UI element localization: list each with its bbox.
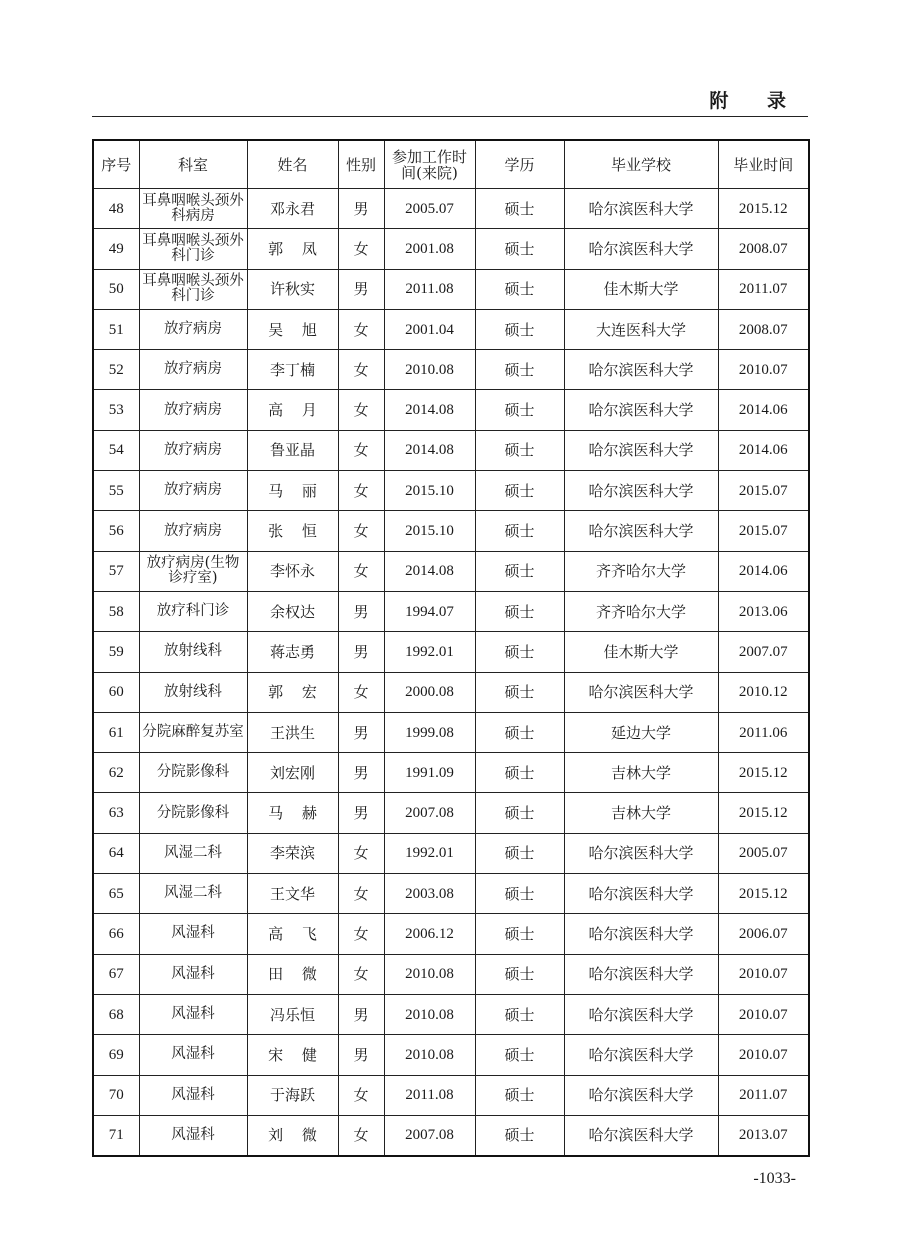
cell-person-name: 于海跃 xyxy=(247,1075,338,1115)
table-row xyxy=(93,390,809,430)
cell-sex: 男 xyxy=(338,632,384,672)
cell-education: 硕士 xyxy=(475,350,564,390)
cell-person-name: 高 飞 xyxy=(247,914,338,954)
cell-education: 硕士 xyxy=(475,632,564,672)
col-header-sex: 性别 xyxy=(338,140,384,189)
cell-department: 风湿二科 xyxy=(139,874,247,914)
cell-row-number: 55 xyxy=(93,471,139,511)
cell-work-start-date: 2015.10 xyxy=(384,511,475,551)
cell-graduation-date: 2005.07 xyxy=(718,833,809,873)
cell-school: 哈尔滨医科大学 xyxy=(564,914,718,954)
cell-person-name: 马 丽 xyxy=(247,471,338,511)
cell-school: 延边大学 xyxy=(564,712,718,752)
cell-education: 硕士 xyxy=(475,309,564,349)
cell-sex: 女 xyxy=(338,551,384,591)
cell-graduation-date: 2010.07 xyxy=(718,350,809,390)
table-row xyxy=(93,712,809,752)
table-row xyxy=(93,1115,809,1156)
cell-sex: 男 xyxy=(338,793,384,833)
cell-department: 放疗病房 xyxy=(139,390,247,430)
cell-sex: 女 xyxy=(338,430,384,470)
cell-school: 哈尔滨医科大学 xyxy=(564,1035,718,1075)
cell-row-number: 62 xyxy=(93,753,139,793)
cell-person-name: 宋 健 xyxy=(247,1035,338,1075)
table-row xyxy=(93,1075,809,1115)
cell-sex: 男 xyxy=(338,189,384,229)
cell-education: 硕士 xyxy=(475,753,564,793)
cell-education: 硕士 xyxy=(475,994,564,1034)
cell-work-start-date: 1994.07 xyxy=(384,591,475,631)
cell-department: 耳鼻咽喉头颈外科门诊 xyxy=(139,269,247,309)
cell-sex: 女 xyxy=(338,833,384,873)
cell-work-start-date: 2001.04 xyxy=(384,309,475,349)
cell-department: 放疗科门诊 xyxy=(139,591,247,631)
cell-education: 硕士 xyxy=(475,833,564,873)
cell-education: 硕士 xyxy=(475,511,564,551)
col-header-grad-date: 毕业时间 xyxy=(718,140,809,189)
table-row xyxy=(93,591,809,631)
cell-row-number: 65 xyxy=(93,874,139,914)
cell-graduation-date: 2014.06 xyxy=(718,430,809,470)
cell-graduation-date: 2006.07 xyxy=(718,914,809,954)
table-row xyxy=(93,189,809,229)
table-row xyxy=(93,551,809,591)
cell-education: 硕士 xyxy=(475,914,564,954)
cell-row-number: 54 xyxy=(93,430,139,470)
cell-education: 硕士 xyxy=(475,471,564,511)
cell-sex: 女 xyxy=(338,874,384,914)
cell-school: 佳木斯大学 xyxy=(564,632,718,672)
cell-graduation-date: 2013.07 xyxy=(718,1115,809,1156)
cell-department: 风湿科 xyxy=(139,914,247,954)
cell-work-start-date: 2014.08 xyxy=(384,430,475,470)
cell-graduation-date: 2007.07 xyxy=(718,632,809,672)
cell-graduation-date: 2014.06 xyxy=(718,551,809,591)
cell-education: 硕士 xyxy=(475,269,564,309)
cell-education: 硕士 xyxy=(475,1035,564,1075)
cell-person-name: 蒋志勇 xyxy=(247,632,338,672)
cell-school: 哈尔滨医科大学 xyxy=(564,672,718,712)
cell-graduation-date: 2010.07 xyxy=(718,1035,809,1075)
cell-education: 硕士 xyxy=(475,712,564,752)
cell-sex: 男 xyxy=(338,269,384,309)
cell-sex: 女 xyxy=(338,350,384,390)
table-row xyxy=(93,511,809,551)
cell-person-name: 许秋实 xyxy=(247,269,338,309)
cell-school: 吉林大学 xyxy=(564,793,718,833)
table-row xyxy=(93,1035,809,1075)
cell-row-number: 50 xyxy=(93,269,139,309)
cell-graduation-date: 2015.07 xyxy=(718,471,809,511)
cell-row-number: 57 xyxy=(93,551,139,591)
cell-work-start-date: 2014.08 xyxy=(384,551,475,591)
table-row xyxy=(93,309,809,349)
cell-graduation-date: 2010.07 xyxy=(718,994,809,1034)
cell-sex: 女 xyxy=(338,954,384,994)
cell-sex: 女 xyxy=(338,1075,384,1115)
cell-sex: 女 xyxy=(338,672,384,712)
table-row xyxy=(93,229,809,269)
cell-row-number: 53 xyxy=(93,390,139,430)
cell-sex: 男 xyxy=(338,712,384,752)
cell-education: 硕士 xyxy=(475,954,564,994)
table-row xyxy=(93,269,809,309)
cell-graduation-date: 2015.12 xyxy=(718,189,809,229)
col-header-work-date: 参加工作时间(来院) xyxy=(384,140,475,189)
header-rule xyxy=(92,116,808,117)
cell-school: 哈尔滨医科大学 xyxy=(564,430,718,470)
cell-graduation-date: 2008.07 xyxy=(718,309,809,349)
cell-row-number: 49 xyxy=(93,229,139,269)
table-body xyxy=(93,189,809,1157)
cell-person-name: 田 微 xyxy=(247,954,338,994)
cell-department: 风湿二科 xyxy=(139,833,247,873)
cell-department: 耳鼻咽喉头颈外科病房 xyxy=(139,189,247,229)
table-row xyxy=(93,471,809,511)
cell-person-name: 王洪生 xyxy=(247,712,338,752)
cell-department: 耳鼻咽喉头颈外科门诊 xyxy=(139,229,247,269)
cell-work-start-date: 1992.01 xyxy=(384,632,475,672)
cell-work-start-date: 2010.08 xyxy=(384,994,475,1034)
cell-department: 放疗病房 xyxy=(139,350,247,390)
cell-department: 风湿科 xyxy=(139,994,247,1034)
cell-department: 风湿科 xyxy=(139,1075,247,1115)
cell-department: 分院麻醉复苏室 xyxy=(139,712,247,752)
cell-school: 齐齐哈尔大学 xyxy=(564,551,718,591)
table-row xyxy=(93,753,809,793)
cell-education: 硕士 xyxy=(475,229,564,269)
cell-school: 哈尔滨医科大学 xyxy=(564,1075,718,1115)
cell-work-start-date: 2007.08 xyxy=(384,1115,475,1156)
cell-work-start-date: 1991.09 xyxy=(384,753,475,793)
cell-graduation-date: 2015.12 xyxy=(718,753,809,793)
cell-work-start-date: 2005.07 xyxy=(384,189,475,229)
cell-education: 硕士 xyxy=(475,591,564,631)
cell-graduation-date: 2015.12 xyxy=(718,793,809,833)
cell-person-name: 郭 凤 xyxy=(247,229,338,269)
cell-school: 哈尔滨医科大学 xyxy=(564,350,718,390)
col-header-dept: 科室 xyxy=(139,140,247,189)
cell-person-name: 李丁楠 xyxy=(247,350,338,390)
cell-graduation-date: 2010.12 xyxy=(718,672,809,712)
cell-department: 放疗病房 xyxy=(139,430,247,470)
cell-person-name: 刘 微 xyxy=(247,1115,338,1156)
cell-person-name: 王文华 xyxy=(247,874,338,914)
staff-table xyxy=(92,139,810,1157)
cell-sex: 女 xyxy=(338,390,384,430)
cell-department: 风湿科 xyxy=(139,954,247,994)
cell-person-name: 刘宏刚 xyxy=(247,753,338,793)
cell-education: 硕士 xyxy=(475,430,564,470)
cell-sex: 女 xyxy=(338,1115,384,1156)
table-row xyxy=(93,874,809,914)
table-row xyxy=(93,914,809,954)
cell-person-name: 邓永君 xyxy=(247,189,338,229)
cell-department: 放射线科 xyxy=(139,672,247,712)
cell-person-name: 吴 旭 xyxy=(247,309,338,349)
cell-sex: 男 xyxy=(338,753,384,793)
cell-sex: 女 xyxy=(338,471,384,511)
cell-work-start-date: 2011.08 xyxy=(384,1075,475,1115)
cell-school: 齐齐哈尔大学 xyxy=(564,591,718,631)
cell-row-number: 48 xyxy=(93,189,139,229)
cell-school: 吉林大学 xyxy=(564,753,718,793)
cell-school: 哈尔滨医科大学 xyxy=(564,833,718,873)
cell-row-number: 71 xyxy=(93,1115,139,1156)
cell-work-start-date: 2010.08 xyxy=(384,1035,475,1075)
cell-work-start-date: 2010.08 xyxy=(384,954,475,994)
cell-row-number: 61 xyxy=(93,712,139,752)
cell-work-start-date: 2001.08 xyxy=(384,229,475,269)
cell-person-name: 李怀永 xyxy=(247,551,338,591)
cell-row-number: 56 xyxy=(93,511,139,551)
page-number: -1033- xyxy=(753,1170,796,1187)
cell-work-start-date: 1999.08 xyxy=(384,712,475,752)
cell-row-number: 58 xyxy=(93,591,139,631)
cell-graduation-date: 2008.07 xyxy=(718,229,809,269)
cell-sex: 女 xyxy=(338,309,384,349)
cell-person-name: 冯乐恒 xyxy=(247,994,338,1034)
cell-department: 放射线科 xyxy=(139,632,247,672)
cell-department: 放疗病房 xyxy=(139,309,247,349)
cell-work-start-date: 2011.08 xyxy=(384,269,475,309)
cell-work-start-date: 2015.10 xyxy=(384,471,475,511)
cell-row-number: 59 xyxy=(93,632,139,672)
cell-sex: 女 xyxy=(338,229,384,269)
cell-education: 硕士 xyxy=(475,551,564,591)
table-row xyxy=(93,632,809,672)
cell-graduation-date: 2015.12 xyxy=(718,874,809,914)
cell-person-name: 马 赫 xyxy=(247,793,338,833)
cell-education: 硕士 xyxy=(475,874,564,914)
cell-row-number: 70 xyxy=(93,1075,139,1115)
cell-school: 哈尔滨医科大学 xyxy=(564,1115,718,1156)
cell-school: 哈尔滨医科大学 xyxy=(564,189,718,229)
cell-education: 硕士 xyxy=(475,1115,564,1156)
cell-row-number: 64 xyxy=(93,833,139,873)
cell-school: 哈尔滨医科大学 xyxy=(564,994,718,1034)
col-header-no: 序号 xyxy=(93,140,139,189)
col-header-education: 学历 xyxy=(475,140,564,189)
cell-sex: 男 xyxy=(338,1035,384,1075)
table-row xyxy=(93,430,809,470)
table-row xyxy=(93,793,809,833)
cell-school: 哈尔滨医科大学 xyxy=(564,229,718,269)
cell-row-number: 68 xyxy=(93,994,139,1034)
table-row xyxy=(93,672,809,712)
cell-person-name: 鲁亚晶 xyxy=(247,430,338,470)
cell-work-start-date: 1992.01 xyxy=(384,833,475,873)
cell-department: 放疗病房 xyxy=(139,471,247,511)
cell-person-name: 张 恒 xyxy=(247,511,338,551)
cell-sex: 男 xyxy=(338,591,384,631)
cell-education: 硕士 xyxy=(475,1075,564,1115)
cell-person-name: 李荣滨 xyxy=(247,833,338,873)
cell-row-number: 60 xyxy=(93,672,139,712)
cell-department: 放疗病房(生物诊疗室) xyxy=(139,551,247,591)
table-header-row xyxy=(93,140,809,189)
cell-education: 硕士 xyxy=(475,390,564,430)
cell-school: 哈尔滨医科大学 xyxy=(564,471,718,511)
cell-department: 风湿科 xyxy=(139,1035,247,1075)
table-row xyxy=(93,350,809,390)
cell-education: 硕士 xyxy=(475,672,564,712)
cell-sex: 男 xyxy=(338,994,384,1034)
table-row xyxy=(93,954,809,994)
cell-graduation-date: 2010.07 xyxy=(718,954,809,994)
cell-row-number: 66 xyxy=(93,914,139,954)
cell-school: 哈尔滨医科大学 xyxy=(564,954,718,994)
cell-person-name: 余权达 xyxy=(247,591,338,631)
page-header: 附 录 xyxy=(709,90,802,112)
cell-school: 佳木斯大学 xyxy=(564,269,718,309)
table-row xyxy=(93,833,809,873)
cell-row-number: 63 xyxy=(93,793,139,833)
cell-school: 哈尔滨医科大学 xyxy=(564,511,718,551)
cell-department: 放疗病房 xyxy=(139,511,247,551)
cell-work-start-date: 2007.08 xyxy=(384,793,475,833)
cell-school: 哈尔滨医科大学 xyxy=(564,390,718,430)
cell-work-start-date: 2000.08 xyxy=(384,672,475,712)
cell-education: 硕士 xyxy=(475,189,564,229)
cell-school: 大连医科大学 xyxy=(564,309,718,349)
cell-work-start-date: 2010.08 xyxy=(384,350,475,390)
cell-department: 分院影像科 xyxy=(139,793,247,833)
cell-graduation-date: 2011.06 xyxy=(718,712,809,752)
cell-department: 风湿科 xyxy=(139,1115,247,1156)
cell-work-start-date: 2003.08 xyxy=(384,874,475,914)
cell-graduation-date: 2011.07 xyxy=(718,1075,809,1115)
col-header-school: 毕业学校 xyxy=(564,140,718,189)
cell-graduation-date: 2014.06 xyxy=(718,390,809,430)
cell-education: 硕士 xyxy=(475,793,564,833)
table-row xyxy=(93,994,809,1034)
cell-row-number: 67 xyxy=(93,954,139,994)
cell-person-name: 高 月 xyxy=(247,390,338,430)
cell-sex: 女 xyxy=(338,511,384,551)
cell-person-name: 郭 宏 xyxy=(247,672,338,712)
cell-work-start-date: 2006.12 xyxy=(384,914,475,954)
cell-graduation-date: 2011.07 xyxy=(718,269,809,309)
cell-sex: 女 xyxy=(338,914,384,954)
cell-work-start-date: 2014.08 xyxy=(384,390,475,430)
cell-school: 哈尔滨医科大学 xyxy=(564,874,718,914)
cell-row-number: 51 xyxy=(93,309,139,349)
cell-graduation-date: 2013.06 xyxy=(718,591,809,631)
cell-department: 分院影像科 xyxy=(139,753,247,793)
col-header-name: 姓名 xyxy=(247,140,338,189)
cell-graduation-date: 2015.07 xyxy=(718,511,809,551)
cell-row-number: 52 xyxy=(93,350,139,390)
cell-row-number: 69 xyxy=(93,1035,139,1075)
